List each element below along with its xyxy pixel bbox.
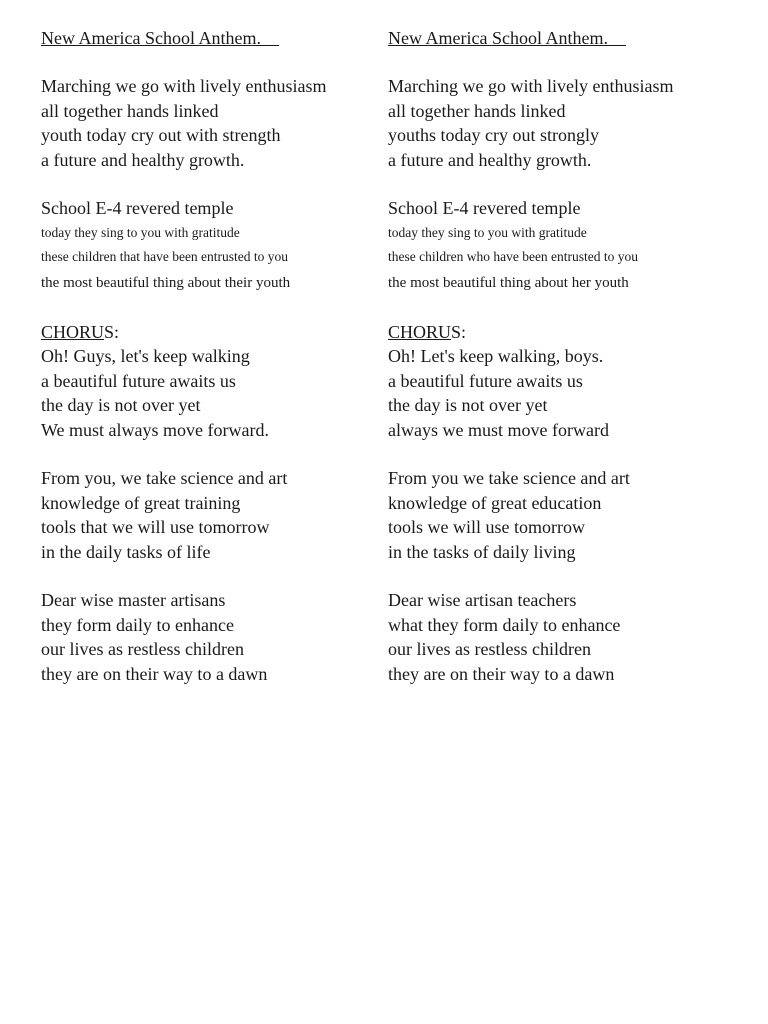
stanza-1 [41, 74, 371, 172]
lyric-line: a beautiful future awaits us [388, 370, 583, 391]
lyric-line: all together hands linked [41, 100, 219, 121]
lyric-line: always we must move forward [388, 419, 609, 440]
lyric-line: Dear wise artisan teachers [388, 590, 577, 610]
lyric-line: Oh! Let's keep walking, boys. [388, 346, 604, 366]
lyric-line: they are on their way to a dawn [388, 663, 615, 684]
stanza-2 [41, 196, 371, 296]
lyric-line: these children who have been entrusted to you [388, 249, 639, 264]
lyric-line: they are on their way to a dawn [41, 663, 268, 684]
chorus [41, 320, 371, 443]
chorus-label [41, 320, 371, 345]
lyric-line: School E-4 revered temple [388, 198, 581, 218]
lyric-line: youths today cry out strongly [388, 125, 599, 145]
lyric-line: youth today cry out with strength [41, 125, 281, 145]
stanza-2 [388, 196, 718, 296]
lyric-line: our lives as restless children [388, 639, 591, 659]
stanza-3 [388, 466, 718, 564]
lyric-line: what they form daily to enhance [388, 614, 621, 635]
chorus-label [388, 320, 718, 345]
lyric-line: a future and healthy growth. [41, 149, 245, 170]
lyric-line: Marching we go with lively enthusiasm [41, 76, 327, 96]
stanza-3 [41, 466, 371, 564]
chorus-label-rest: S: [451, 321, 467, 342]
lyric-line: We must always move forward. [41, 419, 269, 440]
lyric-line: a beautiful future awaits us [41, 370, 236, 391]
lyric-line: tools we will use tomorrow [388, 517, 585, 537]
chorus-label-underlined: CHORU [388, 321, 452, 342]
lyric-line: Marching we go with lively enthusiasm [388, 76, 674, 96]
lyric-line: they form daily to enhance [41, 614, 234, 635]
chorus [388, 320, 718, 443]
anthem-title: New America School Anthem. [41, 28, 279, 48]
anthem-version-left [41, 26, 371, 710]
lyric-line: these children that have been entrusted to you [41, 249, 289, 264]
lyric-line: the most beautiful thing about their youth [41, 274, 291, 291]
lyric-line: From you, we take science and art [41, 468, 288, 488]
lyric-line: the most beautiful thing about her youth [388, 274, 629, 291]
lyric-line: in the tasks of daily living [388, 541, 576, 562]
lyric-line: tools that we will use tomorrow [41, 517, 270, 537]
lyric-line: the day is not over yet [388, 395, 548, 415]
chorus-label-rest: S: [104, 321, 120, 342]
lyric-line: today they sing to you with gratitude [388, 224, 587, 240]
lyric-line: a future and healthy growth. [388, 149, 592, 170]
lyric-line: in the daily tasks of life [41, 541, 211, 562]
stanza-1 [388, 74, 718, 172]
lyric-line: Oh! Guys, let's keep walking [41, 346, 250, 366]
lyric-line: knowledge of great training [41, 492, 241, 513]
lyric-line: the day is not over yet [41, 395, 201, 415]
anthem-title: New America School Anthem. [388, 28, 626, 48]
lyric-line: today they sing to you with gratitude [41, 224, 240, 240]
stanza-4 [388, 588, 718, 686]
stanza-4 [41, 588, 371, 686]
chorus-label-underlined: CHORU [41, 321, 105, 342]
lyric-line: Dear wise master artisans [41, 590, 226, 610]
lyric-line: School E-4 revered temple [41, 198, 234, 218]
lyric-line: our lives as restless children [41, 639, 244, 659]
lyric-line: From you we take science and art [388, 468, 630, 488]
lyric-line: all together hands linked [388, 100, 566, 121]
lyric-line: knowledge of great education [388, 492, 602, 513]
anthem-version-right [388, 26, 718, 710]
